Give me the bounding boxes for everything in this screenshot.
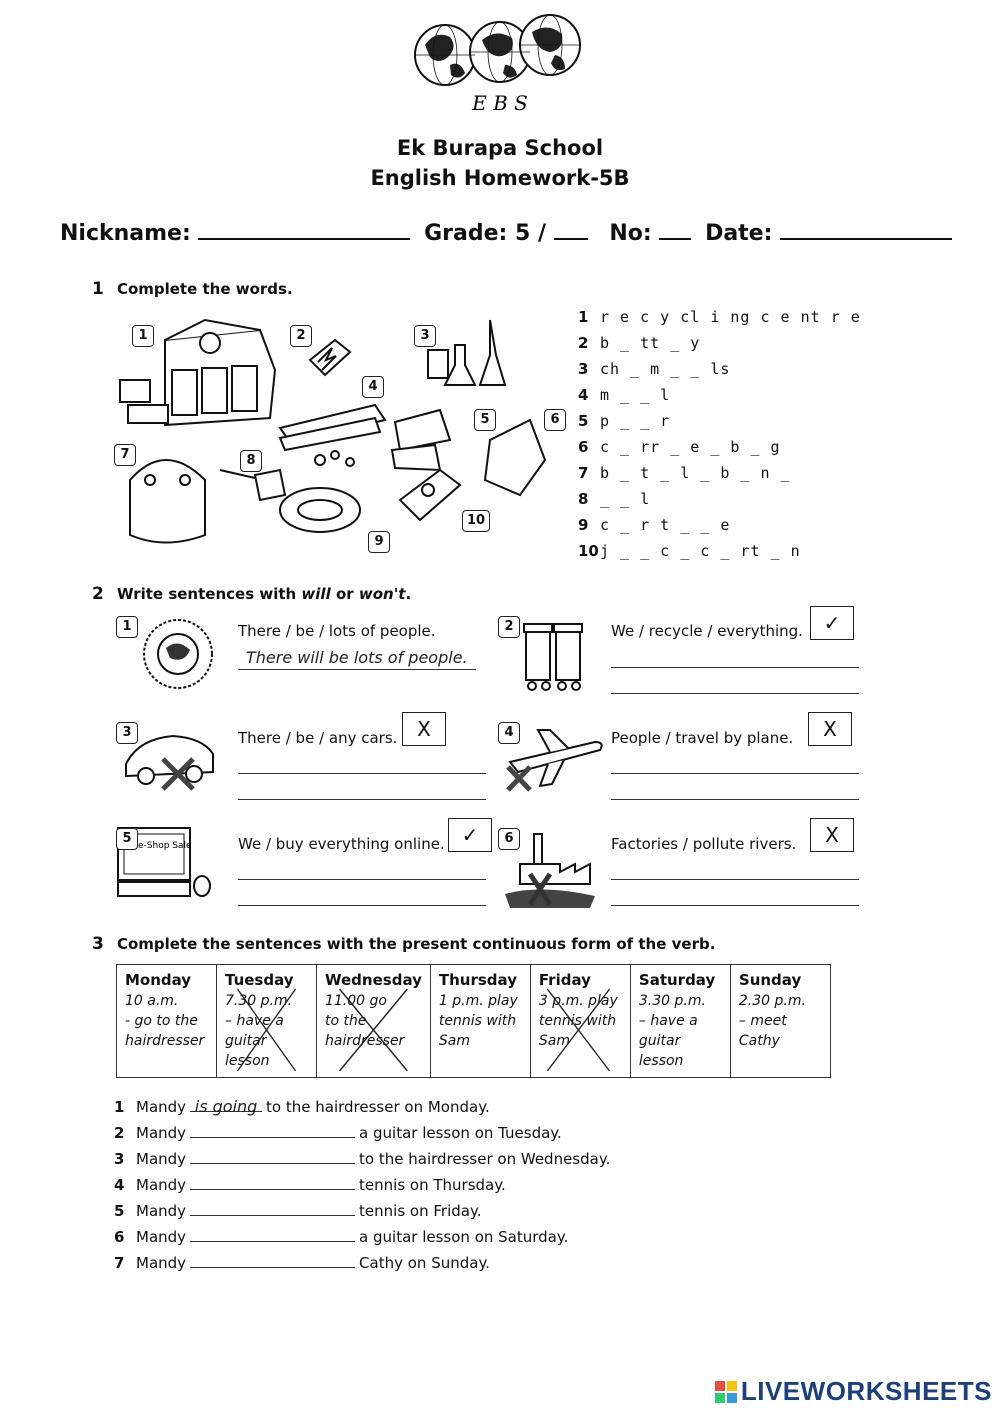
nickname-field[interactable] [198,220,410,240]
student-info-line [60,220,940,246]
answer-line[interactable] [238,904,486,906]
sentence-item: 7 Mandy Cathy on Sunday. [114,1254,490,1272]
picture-label: 2 [290,325,312,347]
section1-title: Complete the words. [116,280,293,298]
crowd-earth-illustration [138,614,218,694]
item-label: 1 [116,616,138,638]
schedule-cell: Sunday 2.30 p.m. – meet Cathy [730,965,830,1078]
grade-value: 5 / [515,221,547,246]
no-label: No: [609,221,652,246]
prompt-text: Factories / pollute rivers. [611,835,797,853]
word-item[interactable]: 8 _ _ l [578,490,651,508]
sentence-item: 5 Mandy tennis on Friday. [114,1202,482,1220]
cross-mark-box: X [810,818,854,852]
schedule-cell: Thursday 1 p.m. play tennis with Sam [430,965,530,1078]
logo-letters: E B S [472,91,528,115]
picture-label: 4 [362,376,384,398]
picture-label: 10 [462,510,490,532]
liveworksheets-icon [715,1381,737,1403]
answer-line[interactable] [238,798,486,800]
picture-label: 8 [240,450,262,472]
number-field[interactable] [659,220,691,240]
picture-label: 5 [474,409,496,431]
picture-label: 7 [114,444,136,466]
school-name: Ek Burapa School [396,136,604,160]
picture-label: 3 [414,325,436,347]
section3-title: Complete the sentences with the present continuous form of the verb. [116,935,716,953]
picture-label: 9 [368,531,390,553]
word-item[interactable]: 10j _ _ c _ c _ rt _ n [578,542,801,560]
answer-line[interactable] [611,666,859,668]
cross-mark-box: X [402,712,446,746]
tick-mark-box: ✓ [810,606,854,640]
grade-label: Grade: [424,221,508,246]
item-label: 2 [498,616,520,638]
answer-blank[interactable] [190,1123,355,1138]
picture-label: 6 [544,409,566,431]
section2-number: 2 [92,584,104,604]
answer-blank[interactable] [190,1149,355,1164]
sentence-item: 4 Mandy tennis on Thursday. [114,1176,506,1194]
prompt-text: People / travel by plane. [611,729,794,747]
prompt-text: We / recycle / everything. [611,622,803,640]
schedule-cell: Tuesday 7.30 p.m. – have a guitar lesson [217,965,317,1078]
word-item[interactable]: 4 m _ _ l [578,386,671,404]
nickname-label: Nickname: [60,221,191,246]
word-item[interactable]: 6 c _ rr _ e _ b _ g [578,438,781,456]
grade-field[interactable] [554,220,588,240]
word-item[interactable]: 3 ch _ m _ _ ls [578,360,731,378]
answer-blank[interactable] [190,1175,355,1190]
word-item[interactable]: 2 b _ tt _ y [578,334,701,352]
date-field[interactable] [780,220,952,240]
answer-line[interactable] [611,772,859,774]
section3-number: 3 [92,934,104,954]
sentence-item: 6 Mandy a guitar lesson on Saturday. [114,1228,569,1246]
word-item[interactable]: 9 c _ r t _ _ e [578,516,731,534]
answer-blank[interactable] [190,1227,355,1242]
word-item[interactable]: 7 b _ t _ l _ b _ n _ [578,464,791,482]
answer-line [238,668,476,670]
answer-line[interactable] [611,798,859,800]
prompt-text: There / be / lots of people. [238,622,436,640]
weekly-schedule [116,964,831,1078]
word-item[interactable]: 5 p _ _ r [578,412,671,430]
item-label: 3 [116,722,138,744]
answer-blank[interactable] [190,1201,355,1216]
date-label: Date: [705,221,773,246]
recycling-bins-illustration [518,618,590,696]
prompt-text: There / be / any cars. [238,729,398,747]
brand-text: LIVEWORKSHEETS [740,1376,992,1406]
shop-sign: e-Shop Sale [138,841,192,851]
schedule-cell: Friday 3 p.m. play tennis with Sam [530,965,630,1078]
sentence-item: 2 Mandy a guitar lesson on Tuesday. [114,1124,562,1142]
schedule-cell: Saturday 3.30 p.m. – have a guitar lesson [630,965,730,1078]
answer-line[interactable] [611,904,859,906]
liveworksheets-logo[interactable] [715,1376,992,1407]
section1-heading [92,279,293,299]
tick-mark-box: ✓ [448,818,492,852]
answer-line[interactable] [611,692,859,694]
schedule-cell: Wednesday 11.00 go to the hairdresser [317,965,431,1078]
recycling-illustration [110,310,570,560]
word-item[interactable]: 1 r e c y cl i ng c e nt r e [578,308,861,326]
answer-blank: is going [190,1097,262,1112]
section3-heading [92,934,715,954]
item-label: 6 [498,828,520,850]
answer-line[interactable] [611,878,859,880]
cross-mark-box: X [808,712,852,746]
homework-title: English Homework-5B [370,166,630,190]
answer-line[interactable] [238,772,486,774]
item-label: 5 [116,828,138,850]
sentence-item: 3 Mandy to the hairdresser on Wednesday. [114,1150,611,1168]
school-logo [410,10,590,120]
prompt-text: We / buy everything online. [238,835,445,853]
example-answer: There will be lots of people. [246,648,468,667]
section2-heading [92,584,411,604]
answer-blank[interactable] [190,1253,355,1268]
answer-line[interactable] [238,878,486,880]
sentence-item: 1 Mandy is going to the hairdresser on Monday. [114,1097,490,1116]
item-label: 4 [498,722,520,744]
section1-number: 1 [92,279,104,299]
picture-label: 1 [132,325,154,347]
section2-title: Write sentences with will or won't. [116,585,412,603]
schedule-cell: Monday 10 a.m. - go to the hairdresser [117,965,217,1078]
